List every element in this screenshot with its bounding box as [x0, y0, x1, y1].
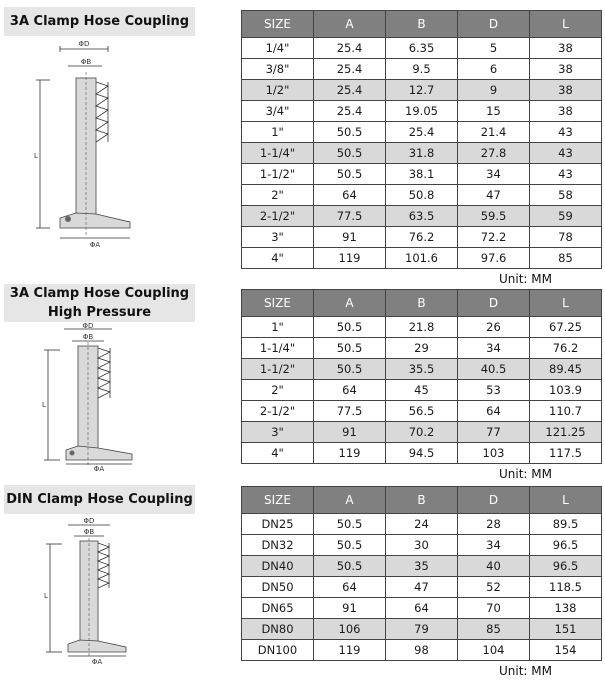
- table-cell: 50.8: [386, 185, 458, 206]
- table-cell: 1/4": [242, 38, 314, 59]
- table-cell: 64: [314, 380, 386, 401]
- table-row: [242, 535, 602, 556]
- table-cell: 119: [314, 443, 386, 464]
- table-cell: 119: [314, 640, 386, 661]
- table-cell: 24: [386, 514, 458, 535]
- dim-label-b: ΦB: [80, 58, 92, 66]
- table-cell: 6: [458, 59, 530, 80]
- table-cell: 2-1/2": [242, 206, 314, 227]
- table-cell: 38: [530, 59, 602, 80]
- table-cell: 119: [314, 248, 386, 269]
- column-header: SIZE: [242, 290, 314, 317]
- table-cell: 47: [458, 185, 530, 206]
- table-cell: 121.25: [530, 422, 602, 443]
- table-cell: 78: [530, 227, 602, 248]
- table-cell: 9: [458, 80, 530, 101]
- table-cell: 77.5: [314, 401, 386, 422]
- table-row: [242, 577, 602, 598]
- table-cell: 101.6: [386, 248, 458, 269]
- table-cell: 58: [530, 185, 602, 206]
- table-cell: 85: [458, 619, 530, 640]
- table-cell: 103.9: [530, 380, 602, 401]
- table-cell: 9.5: [386, 59, 458, 80]
- table-cell: 77.5: [314, 206, 386, 227]
- table-cell: 63.5: [386, 206, 458, 227]
- table-cell: 1-1/2": [242, 359, 314, 380]
- table-cell: 29: [386, 338, 458, 359]
- dim-label-a: ΦA: [89, 241, 101, 248]
- dim-label-d: ΦD: [78, 40, 90, 48]
- table-cell: 106: [314, 619, 386, 640]
- table-cell: 50.5: [314, 143, 386, 164]
- table-cell: DN25: [242, 514, 314, 535]
- table-cell: 35.5: [386, 359, 458, 380]
- table-cell: 4": [242, 248, 314, 269]
- table-cell: 138: [530, 598, 602, 619]
- dim-label-l: L: [42, 401, 46, 409]
- table-cell: 154: [530, 640, 602, 661]
- table-cell: 85: [530, 248, 602, 269]
- table-cell: 53: [458, 380, 530, 401]
- table-cell: 21.4: [458, 122, 530, 143]
- table-cell: 45: [386, 380, 458, 401]
- table-cell: 67.25: [530, 317, 602, 338]
- table-cell: 50.5: [314, 338, 386, 359]
- dim-label-a: ΦA: [93, 465, 105, 472]
- table-cell: 76.2: [530, 338, 602, 359]
- table-cell: 52: [458, 577, 530, 598]
- table-cell: 28: [458, 514, 530, 535]
- column-header: A: [314, 290, 386, 317]
- table-cell: 30: [386, 535, 458, 556]
- table-cell: 43: [530, 143, 602, 164]
- table-cell: 3": [242, 227, 314, 248]
- table-cell: 56.5: [386, 401, 458, 422]
- table-row: [242, 619, 602, 640]
- table-cell: 50.5: [314, 556, 386, 577]
- unit-label: Unit: MM: [499, 664, 552, 678]
- table-cell: 50.5: [314, 122, 386, 143]
- section-title: [4, 485, 195, 514]
- table-cell: 59: [530, 206, 602, 227]
- table-cell: 97.6: [458, 248, 530, 269]
- table-cell: 50.5: [314, 317, 386, 338]
- column-header: D: [458, 290, 530, 317]
- table-cell: 117.5: [530, 443, 602, 464]
- column-header: L: [530, 11, 602, 38]
- column-header: B: [386, 487, 458, 514]
- column-header: D: [458, 487, 530, 514]
- table-cell: 3": [242, 422, 314, 443]
- table-cell: 19.05: [386, 101, 458, 122]
- table-cell: DN80: [242, 619, 314, 640]
- table-cell: 1": [242, 317, 314, 338]
- table-cell: 43: [530, 122, 602, 143]
- table-cell: 79: [386, 619, 458, 640]
- table-cell: 15: [458, 101, 530, 122]
- table-cell: 77: [458, 422, 530, 443]
- section-title-line: DIN Clamp Hose Coupling: [6, 492, 193, 507]
- table-cell: 26: [458, 317, 530, 338]
- table-cell: 40: [458, 556, 530, 577]
- table-cell: 21.8: [386, 317, 458, 338]
- table-cell: 2": [242, 380, 314, 401]
- column-header: D: [458, 11, 530, 38]
- table-cell: 118.5: [530, 577, 602, 598]
- section-title-line: 3A Clamp Hose Coupling: [9, 286, 190, 301]
- table-cell: 6.35: [386, 38, 458, 59]
- table-cell: 34: [458, 338, 530, 359]
- dim-label-d: ΦD: [82, 322, 94, 330]
- table-cell: 59.5: [458, 206, 530, 227]
- table-cell: 31.8: [386, 143, 458, 164]
- table-cell: 64: [314, 577, 386, 598]
- table-cell: 1-1/2": [242, 164, 314, 185]
- table-cell: 64: [314, 185, 386, 206]
- spec-table: [241, 486, 602, 661]
- dim-label-l: L: [44, 592, 48, 600]
- table-cell: 64: [458, 401, 530, 422]
- table-cell: 70.2: [386, 422, 458, 443]
- column-header: L: [530, 290, 602, 317]
- table-cell: 98: [386, 640, 458, 661]
- table-cell: 50.5: [314, 514, 386, 535]
- table-cell: 50.5: [314, 359, 386, 380]
- column-header: L: [530, 487, 602, 514]
- unit-label: Unit: MM: [499, 272, 552, 286]
- table-cell: 25.4: [314, 80, 386, 101]
- table-cell: 34: [458, 535, 530, 556]
- dim-label-b: ΦB: [83, 528, 95, 536]
- dim-label-l: L: [34, 152, 38, 160]
- table-cell: 27.8: [458, 143, 530, 164]
- table-cell: 38: [530, 80, 602, 101]
- column-header: SIZE: [242, 487, 314, 514]
- table-cell: 50.5: [314, 535, 386, 556]
- table-cell: 2-1/2": [242, 401, 314, 422]
- column-header: SIZE: [242, 11, 314, 38]
- table-cell: 3/8": [242, 59, 314, 80]
- table-cell: 151: [530, 619, 602, 640]
- table-cell: 25.4: [386, 122, 458, 143]
- column-header: B: [386, 290, 458, 317]
- table-cell: 34: [458, 164, 530, 185]
- table-cell: 12.7: [386, 80, 458, 101]
- table-cell: DN100: [242, 640, 314, 661]
- table-cell: 76.2: [386, 227, 458, 248]
- table-cell: 25.4: [314, 101, 386, 122]
- table-cell: 40.5: [458, 359, 530, 380]
- table-row: [242, 598, 602, 619]
- table-cell: DN65: [242, 598, 314, 619]
- table-cell: 72.2: [458, 227, 530, 248]
- table-cell: 47: [386, 577, 458, 598]
- table-cell: 103: [458, 443, 530, 464]
- table-cell: 5: [458, 38, 530, 59]
- table-cell: 50.5: [314, 164, 386, 185]
- table-cell: 89.5: [530, 514, 602, 535]
- section-title-line: High Pressure: [47, 305, 152, 320]
- table-cell: 3/4": [242, 101, 314, 122]
- column-header: B: [386, 11, 458, 38]
- table-cell: 38: [530, 38, 602, 59]
- table-cell: 91: [314, 598, 386, 619]
- table-cell: 110.7: [530, 401, 602, 422]
- column-header: A: [314, 487, 386, 514]
- table-cell: 25.4: [314, 59, 386, 80]
- table-cell: 91: [314, 422, 386, 443]
- table-cell: 2": [242, 185, 314, 206]
- table-cell: 70: [458, 598, 530, 619]
- table-cell: 64: [386, 598, 458, 619]
- table-cell: 89.45: [530, 359, 602, 380]
- table-cell: DN32: [242, 535, 314, 556]
- table-cell: 96.5: [530, 535, 602, 556]
- table-row: [242, 640, 602, 661]
- table-cell: 1-1/4": [242, 338, 314, 359]
- table-cell: 38: [530, 101, 602, 122]
- table-cell: 1-1/4": [242, 143, 314, 164]
- table-cell: 96.5: [530, 556, 602, 577]
- table-cell: 38.1: [386, 164, 458, 185]
- table-cell: 1/2": [242, 80, 314, 101]
- dim-label-a: ΦA: [91, 658, 103, 666]
- column-header: A: [314, 11, 386, 38]
- table-cell: DN50: [242, 577, 314, 598]
- section-title-line: 3A Clamp Hose Coupling: [9, 14, 190, 29]
- table-cell: 1": [242, 122, 314, 143]
- table-cell: DN40: [242, 556, 314, 577]
- table-cell: 25.4: [314, 38, 386, 59]
- table-cell: 4": [242, 443, 314, 464]
- table-cell: 43: [530, 164, 602, 185]
- table-cell: 94.5: [386, 443, 458, 464]
- table-header-row: [242, 487, 602, 514]
- table-cell: 104: [458, 640, 530, 661]
- table-row: [242, 514, 602, 535]
- table-row: [242, 556, 602, 577]
- dim-label-d: ΦD: [83, 517, 95, 525]
- coupling-drawing: [20, 516, 160, 666]
- table-cell: 91: [314, 227, 386, 248]
- table-cell: 35: [386, 556, 458, 577]
- unit-label: Unit: MM: [499, 467, 552, 481]
- dim-label-b: ΦB: [82, 333, 94, 341]
